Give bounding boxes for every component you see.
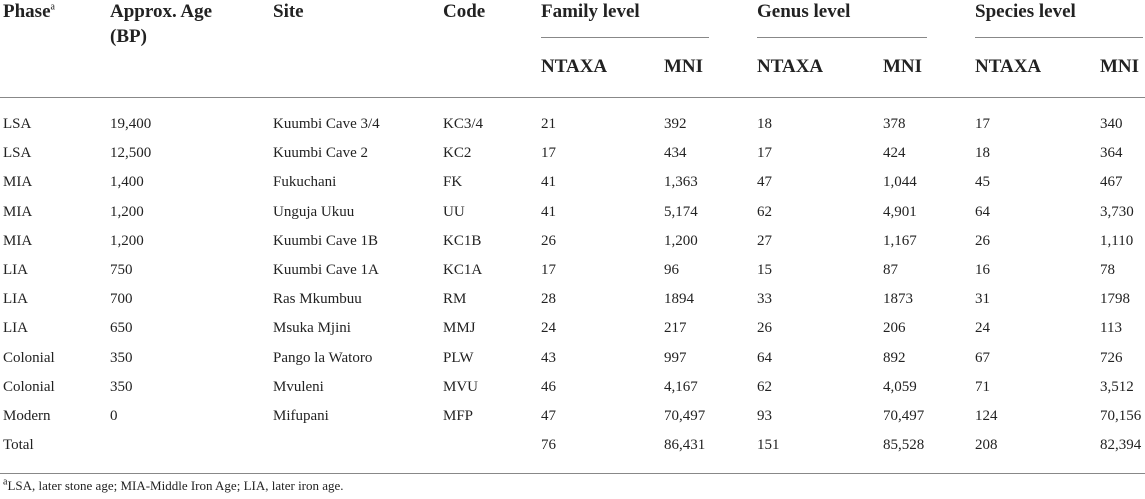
cell-species-ntaxa: 64 [975,204,990,220]
species-span-rule [975,37,1143,38]
cell-species-ntaxa: 31 [975,291,990,307]
cell-family-ntaxa: 43 [541,350,556,366]
cell-family-ntaxa: 41 [541,204,556,220]
cell-family-ntaxa: 76 [541,437,556,453]
cell-age: 1,400 [110,174,144,190]
cell-species-mni: 3,512 [1100,379,1134,395]
cell-phase: LSA [3,116,32,132]
header-genus-ntaxa: NTAXA [757,56,824,77]
header-family-level: Family level [541,1,640,22]
cell-phase: LIA [3,291,28,307]
cell-age: 19,400 [110,116,152,132]
cell-family-ntaxa: 21 [541,116,556,132]
cell-genus-ntaxa: 27 [757,233,772,249]
cell-species-mni: 364 [1100,145,1123,161]
cell-genus-ntaxa: 18 [757,116,772,132]
header-code: Code [443,1,486,22]
cell-genus-ntaxa: 17 [757,145,772,161]
cell-species-ntaxa: 16 [975,262,990,278]
cell-site: Msuka Mjini [273,320,351,336]
cell-genus-ntaxa: 33 [757,291,772,307]
cell-genus-ntaxa: 93 [757,408,772,424]
family-span-rule [541,37,709,38]
cell-species-mni: 340 [1100,116,1123,132]
cell-genus-mni: 70,497 [883,408,925,424]
cell-genus-mni: 378 [883,116,906,132]
cell-site: Kuumbi Cave 3/4 [273,116,380,132]
cell-family-mni: 217 [664,320,687,336]
cell-family-ntaxa: 46 [541,379,556,395]
cell-age: 1,200 [110,204,144,220]
cell-species-mni: 1798 [1100,291,1130,307]
header-age-line2: (BP) [110,26,147,47]
cell-site: Kuumbi Cave 2 [273,145,368,161]
cell-phase: LIA [3,262,28,278]
cell-family-mni: 997 [664,350,687,366]
cell-species-mni: 467 [1100,174,1123,190]
cell-age: 1,200 [110,233,144,249]
cell-age: 0 [110,408,118,424]
cell-phase: MIA [3,174,33,190]
cell-site: Fukuchani [273,174,337,190]
genus-span-rule [757,37,927,38]
cell-code: PLW [443,350,474,366]
cell-age: 650 [110,320,133,336]
cell-species-mni: 113 [1100,320,1122,336]
cell-code: KC3/4 [443,116,484,132]
cell-site: Kuumbi Cave 1B [273,233,378,249]
cell-family-mni: 4,167 [664,379,698,395]
cell-genus-mni: 206 [883,320,906,336]
cell-code: RM [443,291,467,307]
cell-family-mni: 392 [664,116,687,132]
cell-genus-ntaxa: 62 [757,379,772,395]
cell-species-ntaxa: 18 [975,145,990,161]
cell-species-ntaxa: 17 [975,116,990,132]
cell-genus-mni: 1,044 [883,174,917,190]
cell-age: 350 [110,350,133,366]
cell-code: KC2 [443,145,472,161]
cell-family-ntaxa: 47 [541,408,556,424]
cell-family-mni: 1894 [664,291,694,307]
table-bottom-rule [0,473,1145,474]
header-genus-mni: MNI [883,56,923,77]
cell-species-ntaxa: 26 [975,233,990,249]
cell-species-ntaxa: 67 [975,350,990,366]
cell-species-ntaxa: 208 [975,437,998,453]
cell-site: Unguja Ukuu [273,204,355,220]
cell-genus-ntaxa: 47 [757,174,772,190]
cell-family-ntaxa: 17 [541,145,556,161]
cell-code: UU [443,204,465,220]
header-genus-level: Genus level [757,1,851,22]
cell-species-ntaxa: 24 [975,320,990,336]
cell-phase: Total [3,437,34,453]
footnote: $^a$LSA, later stone age; MIA-Middle Iron Age; LIA, later iron age. [3,476,344,493]
cell-phase: Modern [3,408,51,424]
cell-family-mni: 434 [664,145,687,161]
cell-site: Ras Mkumbuu [273,291,362,307]
cell-family-mni: 96 [664,262,679,278]
cell-species-mni: 726 [1100,350,1123,366]
cell-site: Mifupani [273,408,329,424]
cell-genus-mni: 1,167 [883,233,917,249]
header-species-ntaxa: NTAXA [975,56,1042,77]
cell-site: Pango la Watoro [273,350,373,366]
header-family-ntaxa: NTAXA [541,56,608,77]
cell-species-mni: 78 [1100,262,1115,278]
cell-genus-mni: 1873 [883,291,913,307]
cell-genus-ntaxa: 62 [757,204,772,220]
cell-species-mni: 1,110 [1100,233,1134,249]
cell-code: MMJ [443,320,476,336]
cell-family-ntaxa: 28 [541,291,556,307]
cell-family-mni: 86,431 [664,437,706,453]
cell-genus-mni: 87 [883,262,898,278]
header-family-mni: MNI [664,56,704,77]
cell-phase: Colonial [3,379,55,395]
cell-species-ntaxa: 71 [975,379,990,395]
cell-species-mni: 70,156 [1100,408,1142,424]
cell-family-mni: 1,363 [664,174,698,190]
cell-genus-mni: 424 [883,145,906,161]
cell-phase: Colonial [3,350,55,366]
cell-genus-ntaxa: 15 [757,262,772,278]
header-age-line1: Approx. Age [110,1,213,22]
cell-phase: LIA [3,320,28,336]
cell-code: FK [443,174,463,190]
cell-family-mni: 1,200 [664,233,698,249]
cell-genus-mni: 85,528 [883,437,925,453]
cell-age: 350 [110,379,133,395]
cell-family-mni: 70,497 [664,408,706,424]
cell-family-ntaxa: 26 [541,233,556,249]
cell-family-ntaxa: 24 [541,320,556,336]
cell-age: 750 [110,262,133,278]
cell-family-ntaxa: 41 [541,174,556,190]
cell-phase: LSA [3,145,32,161]
cell-family-mni: 5,174 [664,204,698,220]
header-species-level: Species level [975,1,1076,22]
cell-species-ntaxa: 124 [975,408,998,424]
cell-species-mni: 82,394 [1100,437,1142,453]
cell-code: KC1B [443,233,482,249]
cell-site: Kuumbi Cave 1A [273,262,379,278]
cell-genus-mni: 892 [883,350,906,366]
header-site: Site [273,1,304,22]
header-phase: Phase$^a$ [3,1,55,22]
cell-genus-mni: 4,059 [883,379,917,395]
header-species-mni: MNI [1100,56,1140,77]
cell-age: 12,500 [110,145,152,161]
cell-code: KC1A [443,262,483,278]
cell-family-ntaxa: 17 [541,262,556,278]
cell-phase: MIA [3,204,33,220]
cell-phase: MIA [3,233,33,249]
cell-age: 700 [110,291,133,307]
cell-species-ntaxa: 45 [975,174,990,190]
cell-genus-ntaxa: 151 [757,437,780,453]
cell-site: Mvuleni [273,379,324,395]
cell-code: MVU [443,379,479,395]
cell-genus-ntaxa: 26 [757,320,772,336]
cell-genus-ntaxa: 64 [757,350,772,366]
header-bottom-rule [0,97,1145,98]
cell-code: MFP [443,408,474,424]
cell-species-mni: 3,730 [1100,204,1134,220]
cell-genus-mni: 4,901 [883,204,917,220]
